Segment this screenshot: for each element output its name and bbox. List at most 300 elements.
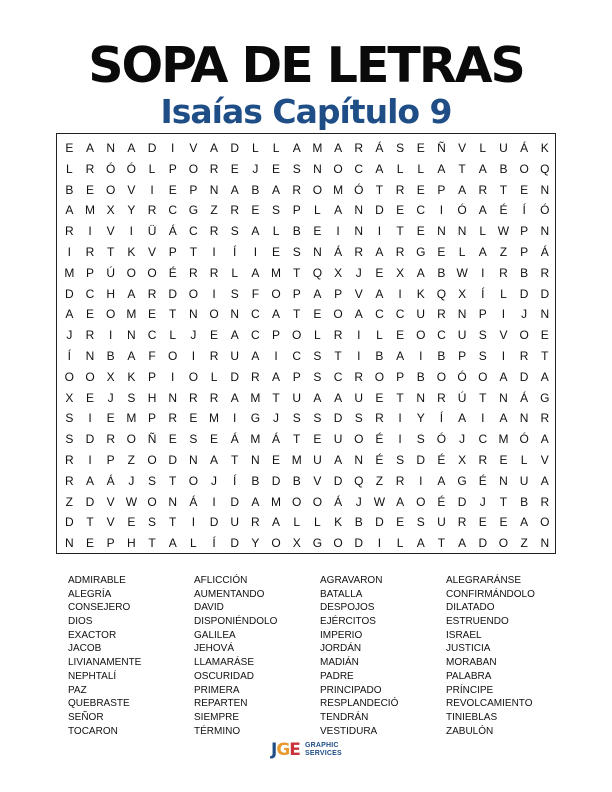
grid-letter[interactable]: U — [313, 452, 322, 467]
grid-letter[interactable]: O — [333, 161, 343, 176]
grid-letter[interactable]: L — [396, 536, 404, 551]
grid-letter[interactable]: R — [65, 473, 74, 488]
grid-letter[interactable]: R — [292, 182, 302, 197]
grid-letter[interactable]: O — [292, 328, 302, 343]
grid-letter[interactable]: R — [189, 390, 198, 405]
grid-letter[interactable]: L — [417, 161, 425, 176]
grid-letter[interactable]: B — [65, 182, 74, 197]
grid-letter[interactable]: B — [251, 473, 260, 488]
grid-letter[interactable]: B — [292, 473, 301, 488]
grid-letter[interactable]: N — [354, 224, 364, 239]
grid-letter[interactable]: E — [313, 432, 322, 447]
grid-letter[interactable]: R — [209, 161, 219, 176]
grid-letter[interactable]: R — [147, 286, 157, 301]
grid-letter[interactable]: N — [354, 452, 364, 467]
grid-letter[interactable]: A — [520, 515, 529, 530]
grid-letter[interactable]: J — [273, 411, 280, 426]
grid-letter[interactable]: H — [106, 286, 116, 301]
grid-letter[interactable]: S — [65, 432, 74, 447]
grid-letter[interactable]: D — [354, 536, 364, 551]
grid-letter[interactable]: A — [313, 390, 322, 405]
grid-letter[interactable]: M — [291, 452, 302, 467]
grid-letter[interactable]: O — [292, 494, 302, 509]
grid-letter[interactable]: M — [126, 307, 137, 322]
grid-letter[interactable]: L — [479, 224, 487, 239]
grid-letter[interactable]: Y — [251, 536, 260, 551]
grid-letter[interactable]: A — [375, 244, 384, 259]
grid-letter[interactable]: J — [190, 328, 197, 343]
grid-letter[interactable]: R — [395, 244, 405, 259]
grid-letter[interactable]: V — [106, 224, 115, 239]
grid-letter[interactable]: R — [375, 411, 384, 426]
grid-letter[interactable]: N — [189, 307, 198, 322]
grid-letter[interactable]: N — [189, 452, 198, 467]
grid-letter[interactable]: P — [292, 369, 301, 384]
grid-letter[interactable]: R — [437, 390, 446, 405]
grid-letter[interactable]: I — [419, 473, 423, 488]
grid-letter[interactable]: Ó — [436, 432, 447, 447]
grid-letter[interactable]: A — [251, 265, 260, 280]
grid-letter[interactable]: M — [64, 265, 75, 280]
grid-letter[interactable]: I — [377, 536, 382, 551]
grid-letter[interactable]: S — [478, 348, 487, 363]
grid-letter[interactable]: L — [396, 161, 404, 176]
grid-letter[interactable]: Ú — [457, 390, 467, 405]
grid-letter[interactable]: N — [127, 328, 136, 343]
grid-letter[interactable]: A — [272, 182, 281, 197]
grid-letter[interactable]: U — [333, 432, 343, 447]
grid-letter[interactable]: B — [251, 182, 260, 197]
grid-letter[interactable]: I — [171, 141, 175, 155]
grid-letter[interactable]: A — [127, 141, 136, 155]
grid-letter[interactable]: P — [396, 369, 405, 384]
grid-letter[interactable]: N — [230, 307, 240, 322]
grid-letter[interactable]: S — [230, 224, 239, 239]
grid-letter[interactable]: E — [251, 203, 260, 218]
grid-letter[interactable]: E — [230, 161, 239, 176]
grid-letter[interactable]: R — [478, 452, 488, 467]
grid-letter[interactable]: Ó — [457, 369, 467, 384]
grid-letter[interactable]: T — [189, 244, 198, 259]
grid-letter[interactable]: V — [106, 494, 115, 509]
grid-letter[interactable]: F — [148, 348, 156, 363]
grid-letter[interactable]: P — [520, 224, 529, 239]
grid-letter[interactable]: K — [334, 515, 343, 530]
grid-letter[interactable]: S — [416, 515, 425, 530]
grid-letter[interactable]: O — [498, 536, 509, 551]
grid-letter[interactable]: A — [292, 141, 301, 155]
grid-letter[interactable]: A — [334, 141, 343, 155]
grid-letter[interactable]: S — [148, 515, 157, 530]
grid-letter[interactable]: E — [86, 536, 95, 551]
grid-letter[interactable]: P — [292, 286, 301, 301]
grid-letter[interactable]: T — [458, 161, 466, 176]
grid-letter[interactable]: Í — [233, 473, 237, 488]
grid-letter[interactable]: L — [314, 515, 321, 530]
grid-letter[interactable]: O — [188, 369, 199, 384]
grid-letter[interactable]: V — [313, 473, 322, 488]
grid-letter[interactable]: J — [211, 473, 218, 488]
grid-letter[interactable]: O — [85, 369, 95, 384]
grid-letter[interactable]: O — [374, 369, 385, 384]
grid-letter[interactable]: S — [292, 161, 301, 176]
grid-letter[interactable]: S — [396, 452, 405, 467]
grid-letter[interactable]: P — [86, 265, 95, 280]
grid-letter[interactable]: N — [106, 141, 116, 155]
grid-letter[interactable]: R — [209, 390, 219, 405]
grid-letter[interactable]: C — [333, 369, 343, 384]
grid-letter[interactable]: E — [520, 182, 529, 197]
grid-letter[interactable]: R — [540, 494, 550, 509]
grid-letter[interactable]: B — [437, 265, 446, 280]
grid-letter[interactable]: I — [481, 265, 485, 280]
grid-letter[interactable]: O — [271, 286, 281, 301]
grid-letter[interactable]: T — [231, 452, 239, 467]
grid-letter[interactable]: E — [168, 182, 177, 197]
grid-letter[interactable]: A — [375, 161, 384, 176]
grid-letter[interactable]: É — [499, 203, 508, 218]
grid-letter[interactable]: Á — [272, 432, 281, 447]
grid-letter[interactable]: I — [336, 224, 340, 239]
grid-letter[interactable]: P — [148, 369, 157, 384]
grid-letter[interactable]: J — [479, 494, 486, 509]
grid-letter[interactable]: P — [334, 286, 343, 301]
grid-letter[interactable]: E — [416, 141, 425, 155]
grid-letter[interactable]: A — [334, 390, 343, 405]
grid-letter[interactable]: S — [313, 411, 322, 426]
grid-letter[interactable]: R — [540, 411, 550, 426]
grid-letter[interactable]: R — [106, 432, 116, 447]
grid-letter[interactable]: É — [478, 473, 487, 488]
grid-letter[interactable]: U — [499, 141, 508, 155]
grid-letter[interactable]: E — [106, 411, 115, 426]
grid-letter[interactable]: L — [500, 286, 507, 301]
grid-letter[interactable]: É — [375, 432, 384, 447]
grid-letter[interactable]: C — [189, 224, 198, 239]
grid-letter[interactable]: Z — [499, 244, 508, 259]
grid-letter[interactable]: N — [437, 224, 446, 239]
grid-letter[interactable]: É — [168, 265, 177, 280]
grid-letter[interactable]: R — [540, 265, 550, 280]
grid-letter[interactable]: P — [437, 182, 446, 197]
grid-letter[interactable]: S — [416, 432, 425, 447]
grid-letter[interactable]: O — [519, 328, 529, 343]
grid-letter[interactable]: S — [292, 411, 301, 426]
grid-letter[interactable]: J — [128, 473, 135, 488]
grid-letter[interactable]: T — [334, 348, 342, 363]
grid-letter[interactable]: Ü — [147, 224, 157, 239]
grid-letter[interactable]: C — [251, 328, 260, 343]
grid-letter[interactable]: O — [416, 328, 426, 343]
grid-letter[interactable]: E — [272, 452, 281, 467]
grid-letter[interactable]: K — [127, 369, 136, 384]
grid-letter[interactable]: A — [540, 369, 549, 384]
grid-letter[interactable]: Á — [375, 141, 384, 155]
grid-letter[interactable]: T — [293, 265, 301, 280]
grid-letter[interactable]: A — [478, 203, 487, 218]
grid-letter[interactable]: A — [272, 369, 281, 384]
grid-letter[interactable]: O — [333, 307, 343, 322]
grid-letter[interactable]: X — [106, 369, 115, 384]
grid-letter[interactable]: N — [168, 390, 178, 405]
grid-letter[interactable]: T — [272, 390, 280, 405]
grid-letter[interactable]: X — [106, 203, 115, 218]
grid-letter[interactable]: D — [271, 473, 281, 488]
grid-letter[interactable]: I — [212, 494, 216, 509]
grid-letter[interactable]: V — [540, 452, 549, 467]
grid-letter[interactable]: D — [375, 203, 384, 218]
grid-letter[interactable]: A — [499, 369, 508, 384]
grid-letter[interactable]: A — [210, 141, 219, 155]
grid-letter[interactable]: N — [499, 390, 508, 405]
grid-letter[interactable]: T — [396, 390, 404, 405]
grid-letter[interactable]: C — [375, 307, 384, 322]
grid-letter[interactable]: D — [168, 452, 178, 467]
grid-letter[interactable]: I — [481, 411, 485, 426]
grid-letter[interactable]: O — [106, 182, 116, 197]
grid-letter[interactable]: J — [521, 307, 528, 322]
grid-letter[interactable]: P — [106, 452, 115, 467]
grid-letter[interactable]: O — [354, 432, 364, 447]
grid-letter[interactable]: S — [189, 432, 198, 447]
grid-letter[interactable]: O — [147, 494, 157, 509]
grid-letter[interactable]: N — [313, 161, 322, 176]
grid-letter[interactable]: I — [233, 411, 237, 426]
grid-letter[interactable]: R — [395, 182, 405, 197]
grid-letter[interactable]: I — [191, 348, 196, 363]
grid-letter[interactable]: P — [272, 328, 281, 343]
grid-letter[interactable]: X — [334, 265, 343, 280]
grid-letter[interactable]: E — [210, 432, 219, 447]
grid-letter[interactable]: X — [458, 286, 467, 301]
grid-letter[interactable]: L — [148, 161, 156, 176]
grid-letter[interactable]: O — [188, 286, 199, 301]
grid-letter[interactable]: É — [437, 494, 446, 509]
grid-letter[interactable]: C — [395, 307, 405, 322]
grid-letter[interactable]: T — [479, 390, 487, 405]
grid-letter[interactable]: U — [416, 307, 426, 322]
grid-letter[interactable]: N — [251, 452, 260, 467]
grid-letter[interactable]: S — [272, 203, 281, 218]
grid-letter[interactable]: R — [478, 182, 488, 197]
grid-letter[interactable]: D — [65, 515, 74, 530]
grid-letter[interactable]: O — [519, 161, 529, 176]
grid-letter[interactable]: N — [519, 411, 529, 426]
grid-letter[interactable]: U — [292, 390, 302, 405]
grid-letter[interactable]: N — [540, 182, 550, 197]
grid-letter[interactable]: S — [396, 141, 405, 155]
grid-letter[interactable]: I — [398, 432, 402, 447]
grid-letter[interactable]: U — [457, 328, 467, 343]
grid-letter[interactable]: M — [209, 411, 220, 426]
grid-letter[interactable]: G — [250, 411, 261, 426]
grid-letter[interactable]: D — [147, 141, 157, 155]
grid-letter[interactable]: J — [355, 494, 362, 509]
grid-letter[interactable]: N — [313, 244, 322, 259]
grid-letter[interactable]: N — [209, 182, 219, 197]
grid-letter[interactable]: B — [499, 161, 508, 176]
grid-letter[interactable]: A — [458, 411, 467, 426]
grid-letter[interactable]: P — [189, 182, 198, 197]
grid-letter[interactable]: E — [210, 328, 219, 343]
grid-letter[interactable]: J — [107, 390, 114, 405]
grid-letter[interactable]: R — [251, 515, 260, 530]
grid-letter[interactable]: G — [540, 390, 550, 405]
grid-letter[interactable]: H — [127, 536, 136, 551]
grid-letter[interactable]: R — [85, 328, 95, 343]
grid-letter[interactable]: R — [209, 265, 219, 280]
grid-letter[interactable]: Y — [416, 411, 425, 426]
grid-letter[interactable]: A — [416, 265, 425, 280]
grid-letter[interactable]: Í — [67, 348, 71, 363]
grid-letter[interactable]: R — [457, 515, 467, 530]
grid-letter[interactable]: A — [396, 494, 405, 509]
grid-letter[interactable]: E — [437, 244, 446, 259]
grid-letter[interactable]: Ó — [457, 203, 467, 218]
grid-letter[interactable]: D — [209, 515, 219, 530]
grid-letter[interactable]: A — [354, 307, 363, 322]
grid-letter[interactable]: Á — [189, 494, 198, 509]
grid-letter[interactable]: T — [293, 307, 301, 322]
grid-letter[interactable]: R — [230, 203, 240, 218]
grid-letter[interactable]: L — [210, 369, 218, 384]
grid-letter[interactable]: R — [354, 141, 364, 155]
grid-letter[interactable]: T — [148, 536, 156, 551]
grid-letter[interactable]: O — [416, 494, 426, 509]
grid-letter[interactable]: S — [148, 473, 157, 488]
grid-letter[interactable]: Z — [127, 452, 136, 467]
grid-letter[interactable]: T — [499, 182, 508, 197]
grid-letter[interactable]: Ñ — [147, 432, 157, 447]
grid-letter[interactable]: A — [251, 224, 260, 239]
grid-letter[interactable]: G — [188, 203, 199, 218]
grid-letter[interactable]: W — [497, 224, 510, 239]
grid-letter[interactable]: I — [129, 224, 134, 239]
grid-letter[interactable]: R — [437, 307, 446, 322]
grid-letter[interactable]: K — [127, 244, 136, 259]
grid-letter[interactable]: A — [210, 452, 219, 467]
grid-letter[interactable]: C — [147, 328, 157, 343]
grid-letter[interactable]: I — [357, 328, 361, 343]
grid-letter[interactable]: I — [212, 244, 216, 259]
grid-letter[interactable]: E — [375, 390, 384, 405]
grid-letter[interactable]: I — [274, 348, 278, 363]
grid-letter[interactable]: D — [168, 286, 178, 301]
grid-letter[interactable]: L — [272, 141, 280, 155]
grid-letter[interactable]: E — [272, 244, 281, 259]
grid-letter[interactable]: A — [540, 473, 549, 488]
grid-letter[interactable]: S — [478, 328, 487, 343]
grid-letter[interactable]: R — [395, 473, 405, 488]
grid-letter[interactable]: L — [190, 536, 197, 551]
grid-letter[interactable]: Z — [520, 536, 528, 551]
grid-letter[interactable]: U — [437, 515, 446, 530]
grid-letter[interactable]: Í — [233, 244, 237, 259]
grid-letter[interactable]: H — [147, 390, 157, 405]
grid-letter[interactable]: B — [437, 348, 446, 363]
grid-letter[interactable]: D — [333, 473, 343, 488]
grid-letter[interactable]: O — [168, 348, 178, 363]
grid-letter[interactable]: K — [416, 286, 425, 301]
grid-letter[interactable]: C — [168, 203, 178, 218]
grid-letter[interactable]: D — [478, 536, 488, 551]
grid-letter[interactable]: Q — [436, 286, 447, 301]
grid-letter[interactable]: B — [520, 494, 529, 509]
grid-letter[interactable]: Ó — [354, 182, 364, 197]
grid-letter[interactable]: Ú — [106, 265, 116, 280]
grid-letter[interactable]: P — [292, 203, 301, 218]
grid-letter[interactable]: P — [168, 244, 177, 259]
grid-letter[interactable]: A — [313, 286, 322, 301]
grid-letter[interactable]: N — [457, 224, 467, 239]
grid-letter[interactable]: V — [354, 286, 363, 301]
grid-letter[interactable]: W — [125, 494, 138, 509]
grid-letter[interactable]: E — [189, 411, 198, 426]
grid-letter[interactable]: O — [312, 182, 323, 197]
grid-letter[interactable]: Á — [334, 494, 343, 509]
grid-letter[interactable]: G — [312, 536, 323, 551]
grid-letter[interactable]: U — [354, 390, 364, 405]
grid-letter[interactable]: C — [437, 328, 446, 343]
grid-letter[interactable]: A — [458, 536, 467, 551]
grid-letter[interactable]: O — [271, 536, 281, 551]
grid-letter[interactable]: X — [396, 265, 405, 280]
grid-letter[interactable]: A — [230, 328, 239, 343]
grid-letter[interactable]: E — [148, 307, 157, 322]
grid-letter[interactable]: L — [65, 161, 73, 176]
grid-letter[interactable]: M — [250, 390, 261, 405]
grid-letter[interactable]: Ó — [540, 203, 550, 218]
grid-letter[interactable]: E — [375, 265, 384, 280]
grid-letter[interactable]: Á — [520, 141, 529, 155]
grid-letter[interactable]: S — [127, 390, 136, 405]
grid-letter[interactable]: T — [293, 432, 301, 447]
grid-letter[interactable]: V — [458, 141, 467, 155]
grid-letter[interactable]: Ó — [126, 161, 137, 176]
grid-letter[interactable]: Q — [312, 265, 323, 280]
grid-letter[interactable]: O — [312, 494, 323, 509]
grid-letter[interactable]: I — [191, 515, 196, 530]
grid-letter[interactable]: E — [86, 307, 95, 322]
grid-letter[interactable]: Ó — [519, 432, 529, 447]
grid-letter[interactable]: A — [499, 411, 508, 426]
grid-letter[interactable]: M — [271, 494, 282, 509]
grid-letter[interactable]: R — [168, 411, 178, 426]
grid-letter[interactable]: O — [478, 369, 488, 384]
grid-letter[interactable]: O — [209, 307, 219, 322]
grid-letter[interactable]: O — [540, 515, 550, 530]
grid-letter[interactable]: E — [396, 328, 405, 343]
grid-letter[interactable]: P — [168, 161, 177, 176]
grid-letter[interactable]: R — [499, 265, 508, 280]
grid-letter[interactable]: I — [109, 328, 113, 343]
grid-letter[interactable]: N — [540, 536, 550, 551]
grid-letter[interactable]: A — [478, 244, 487, 259]
grid-letter[interactable]: N — [457, 307, 467, 322]
grid-letter[interactable]: A — [65, 307, 74, 322]
grid-letter[interactable]: R — [65, 452, 74, 467]
grid-letter[interactable]: T — [86, 515, 94, 530]
grid-letter[interactable]: Q — [540, 161, 550, 176]
grid-letter[interactable]: E — [313, 224, 322, 239]
grid-letter[interactable]: E — [272, 161, 281, 176]
grid-letter[interactable]: B — [354, 515, 363, 530]
grid-letter[interactable]: M — [250, 432, 261, 447]
grid-letter[interactable]: Í — [439, 411, 444, 426]
grid-letter[interactable]: Á — [520, 390, 529, 405]
grid-letter[interactable]: B — [520, 265, 529, 280]
grid-letter[interactable]: I — [501, 307, 506, 322]
